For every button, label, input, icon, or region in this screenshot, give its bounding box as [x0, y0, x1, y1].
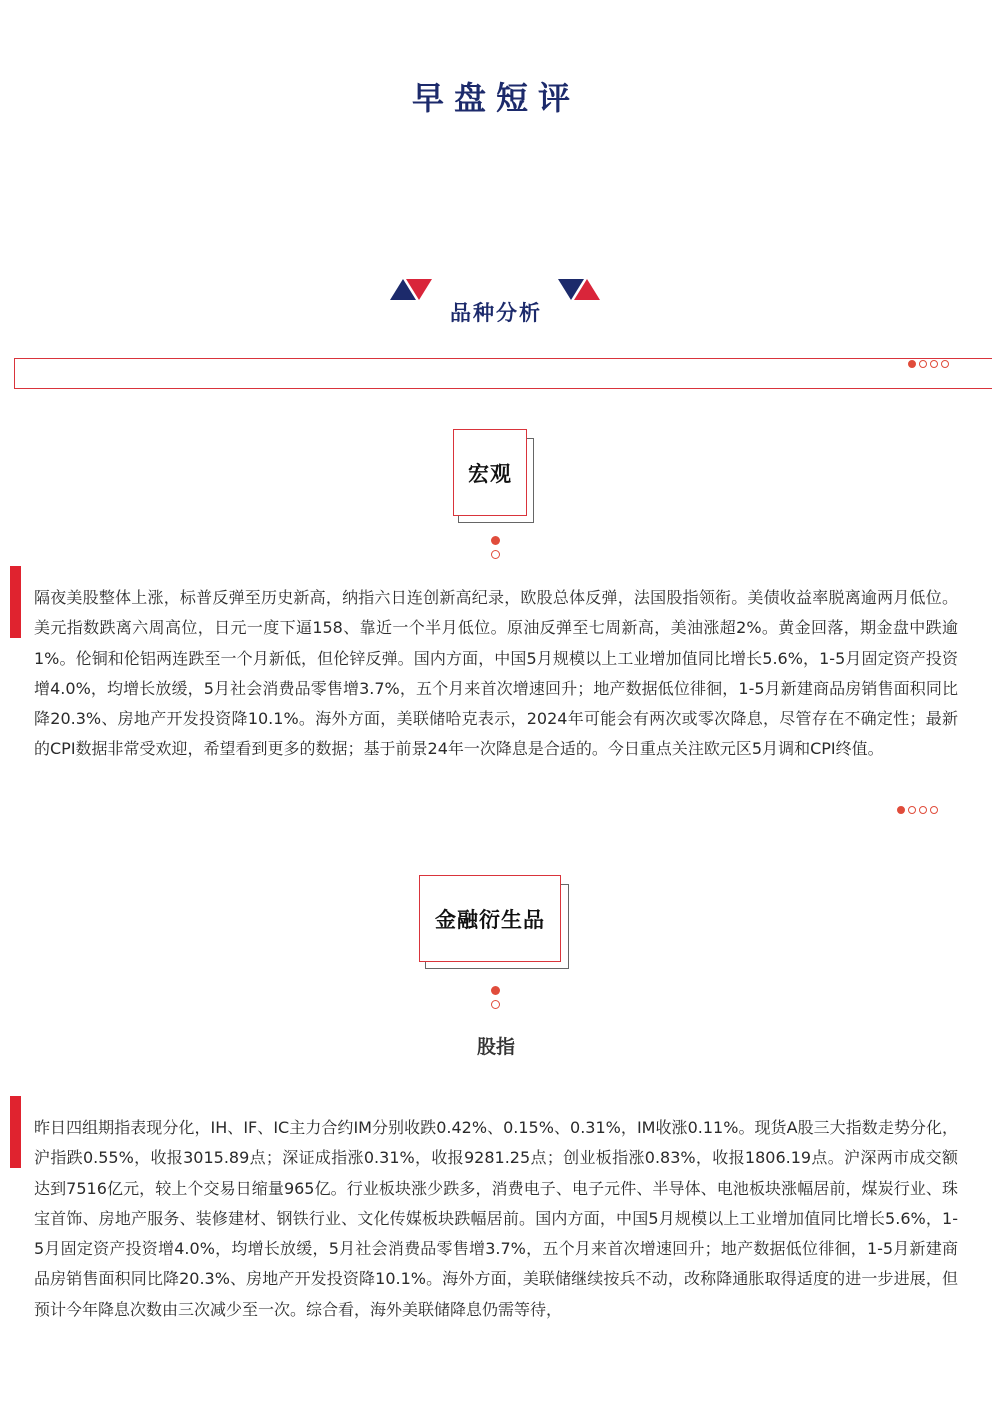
derivatives-card-label: 金融衍生品 [435, 907, 545, 932]
macro-paragraph: 隔夜美股整体上涨，标普反弹至历史新高，纳指六日连创新高纪录，欧股总体反弹，法国股指领衔。美债收益率脱离逾两月低位。美元指数跌离六周高位，日元一度下逼158、靠近一个半月低位。原油反弹至七周新高，美油涨超2%。黄金回落，期金盘中跌逾1%。伦铜和伦铝两连跌至一个月新低，但伦锌反弹。国内方面，中国5月规模以上工业增加值同比增长5.6%，1-5月固定资产投资增4.0%，均增长放缓，5月社会消费品零售增3.7%，五个月来首次增速回升；地产数据低位徘徊，1-5月新建商品房销售面积同比降20.3%、房地产开发投资降10.1%。海外方面，美联储哈克表示，2024年可能会有两次或零次降息，尽管存在不确定性；最新的CPI数据非常受欢迎，希望看到更多的数据；基于前景24年一次降息是合适的。今日重点关注欧元区5月调和CPI终值。 [34, 588, 958, 759]
macro-card-label: 宏观 [468, 461, 512, 486]
connector-dot-icon [491, 550, 500, 559]
paragraph-end-dots-icon [897, 806, 938, 814]
macro-card [453, 429, 527, 516]
connector-dot-icon [491, 536, 500, 545]
page-title: 早盘短评 [411, 79, 580, 117]
index-futures-paragraph: 昨日四组期指表现分化，IH、IF、IC主力合约IM分别收跌0.42%、0.15%、0.31%，IM收涨0.11%。现货A股三大指数走势分化，沪指跌0.55%，收报3015.89点；深证成指涨0.31%，收报9281.25点；创业板指涨0.83%，收报1806.19点。沪深两市成交额达到7516亿元，较上个交易日缩量965亿。行业板块涨少跌多，消费电子、电子元件、半导体、电池板块涨幅居前，煤炭行业、珠宝首饰、房地产服务、装修建材、钢铁行业、文化传媒板块跌幅居前。国内方面，中国5月规模以上工业增加值同比增长5.6%，1-5月固定资产投资增4.0%，均增长放缓，5月社会消费品零售增3.7%，五个月来首次增速回升；地产数据低位徘徊，1-5月新建商品房销售面积同比降20.3%、房地产开发投资降10.1%。海外方面，美联储继续按兵不动，改称降通胀取得适度的进一步进展，但预计今年降息次数由三次减少至一次。综合看，海外美联储降息仍需等待， [34, 1118, 958, 1319]
index-futures-heading: 股指 [476, 1036, 515, 1058]
section-heading: 品种分析 [450, 301, 542, 325]
derivatives-card [419, 875, 561, 962]
connector-dot-icon [491, 1000, 500, 1009]
decorative-band [14, 358, 992, 389]
band-dots-icon [908, 360, 949, 368]
connector-dot-icon [491, 986, 500, 995]
paragraph-marker [10, 566, 21, 638]
paragraph-marker [10, 1096, 21, 1168]
